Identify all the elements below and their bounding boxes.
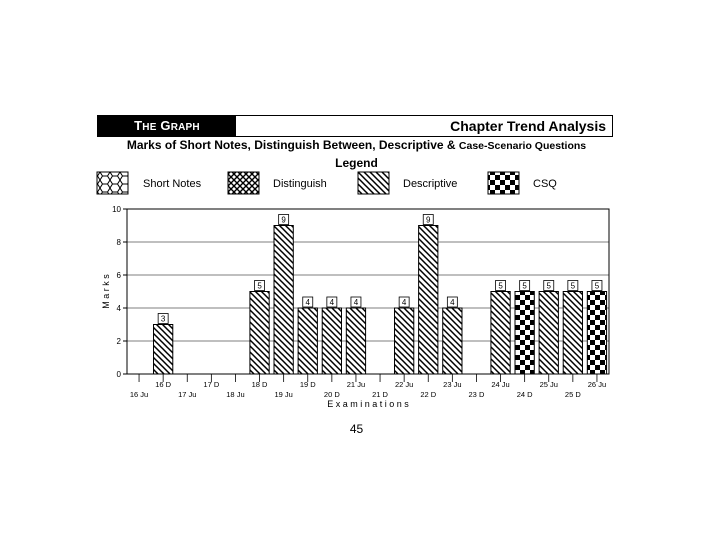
- x-tick-label: 22 Ju: [394, 380, 414, 389]
- y-tick-label: 6: [116, 271, 121, 280]
- x-tick-label: 25 D: [564, 390, 581, 399]
- section-label-second-first-letter: G: [160, 118, 171, 133]
- legend-swatch-descriptive: [358, 172, 389, 194]
- data-label: 4: [401, 298, 407, 307]
- x-tick-label: 26 Ju: [587, 380, 607, 389]
- bar-descriptive: [274, 226, 293, 375]
- legend: [97, 172, 557, 194]
- data-label: 4: [305, 298, 310, 307]
- x-axis-label: E x a m i n a t i o n s: [327, 399, 409, 409]
- plot-frame: [127, 209, 609, 374]
- data-label: 9: [281, 215, 286, 225]
- x-tick-label: 17 D: [203, 380, 220, 389]
- legend-label-short-notes: Short Notes: [143, 178, 202, 190]
- data-label: 3: [160, 314, 166, 324]
- bar-descriptive: [443, 308, 462, 374]
- x-tick-label: 19 D: [299, 380, 316, 389]
- bar-csq: [515, 292, 534, 375]
- x-tick-label: 18 Ju: [226, 390, 245, 399]
- x-tick-label: 20 D: [323, 390, 340, 399]
- page-number: 45: [349, 422, 364, 436]
- data-label: 4: [450, 298, 455, 307]
- analysis-title: Chapter Trend Analysis: [450, 118, 606, 134]
- x-tick-label: 23 Ju: [443, 380, 462, 389]
- y-tick-label: 8: [116, 238, 121, 247]
- legend-label-csq: CSQ: [533, 178, 557, 190]
- bar-csq: [587, 292, 606, 375]
- x-tick-label: 24 Ju: [491, 380, 510, 389]
- legend-swatch-distinguish: [228, 172, 259, 194]
- section-label-rest: HE: [142, 122, 157, 133]
- legend-swatch-csq: [488, 172, 519, 194]
- data-label: 5: [570, 281, 576, 291]
- section-label-first-letter: T: [134, 118, 143, 133]
- data-label: 4: [353, 298, 359, 307]
- bar-descriptive: [298, 308, 317, 374]
- x-tick-label: 25 Ju: [539, 380, 558, 389]
- data-label: 9: [426, 215, 431, 225]
- x-tick-label: 22 D: [420, 390, 437, 399]
- subtitle-small: Case-Scenario Questions: [458, 140, 587, 152]
- x-tick-label: 18 D: [251, 380, 268, 389]
- bar-descriptive: [563, 292, 582, 375]
- y-axis-label: M a r k s: [101, 274, 111, 309]
- bar-descriptive: [154, 325, 173, 375]
- legend-swatch-short-notes: [97, 172, 128, 194]
- bars: [154, 215, 607, 375]
- bar-descriptive: [322, 308, 341, 374]
- data-label: 5: [257, 281, 262, 291]
- legend-label-descriptive: Descriptive: [403, 178, 458, 190]
- data-label: 5: [522, 281, 527, 291]
- y-tick-label: 2: [116, 337, 121, 346]
- y-tick-label: 10: [112, 205, 121, 214]
- bar-descriptive: [491, 292, 510, 375]
- data-label: 5: [594, 281, 600, 291]
- x-tick-label: 24 D: [516, 390, 533, 399]
- data-label: 5: [498, 281, 503, 291]
- bar-descriptive: [539, 292, 558, 375]
- data-label: 4: [329, 298, 335, 307]
- data-label: 5: [546, 281, 551, 291]
- legend-title: Legend: [335, 156, 378, 170]
- x-tick-label: 21 Ju: [346, 380, 366, 389]
- x-tick-label: 21 D: [372, 390, 388, 399]
- legend-label-distinguish: Distinguish: [273, 178, 327, 190]
- grid: [127, 209, 609, 341]
- bar-descriptive: [395, 308, 414, 374]
- x-tick-label: 16 D: [155, 380, 172, 389]
- x-tick-label: 16 Ju: [129, 390, 149, 399]
- x-tick-label: 19 Ju: [274, 390, 293, 399]
- bar-descriptive: [419, 226, 438, 375]
- bar-descriptive: [346, 308, 365, 374]
- x-tick-label: 23 D: [468, 390, 485, 399]
- y-tick-label: 0: [116, 370, 121, 379]
- subtitle-main: Marks of Short Notes, Distinguish Between, Descriptive &: [126, 138, 459, 152]
- bar-descriptive: [250, 292, 269, 375]
- y-tick-label: 4: [116, 304, 121, 313]
- x-tick-label: 17 Ju: [178, 390, 197, 399]
- section-label-second-rest: RAPH: [170, 122, 200, 133]
